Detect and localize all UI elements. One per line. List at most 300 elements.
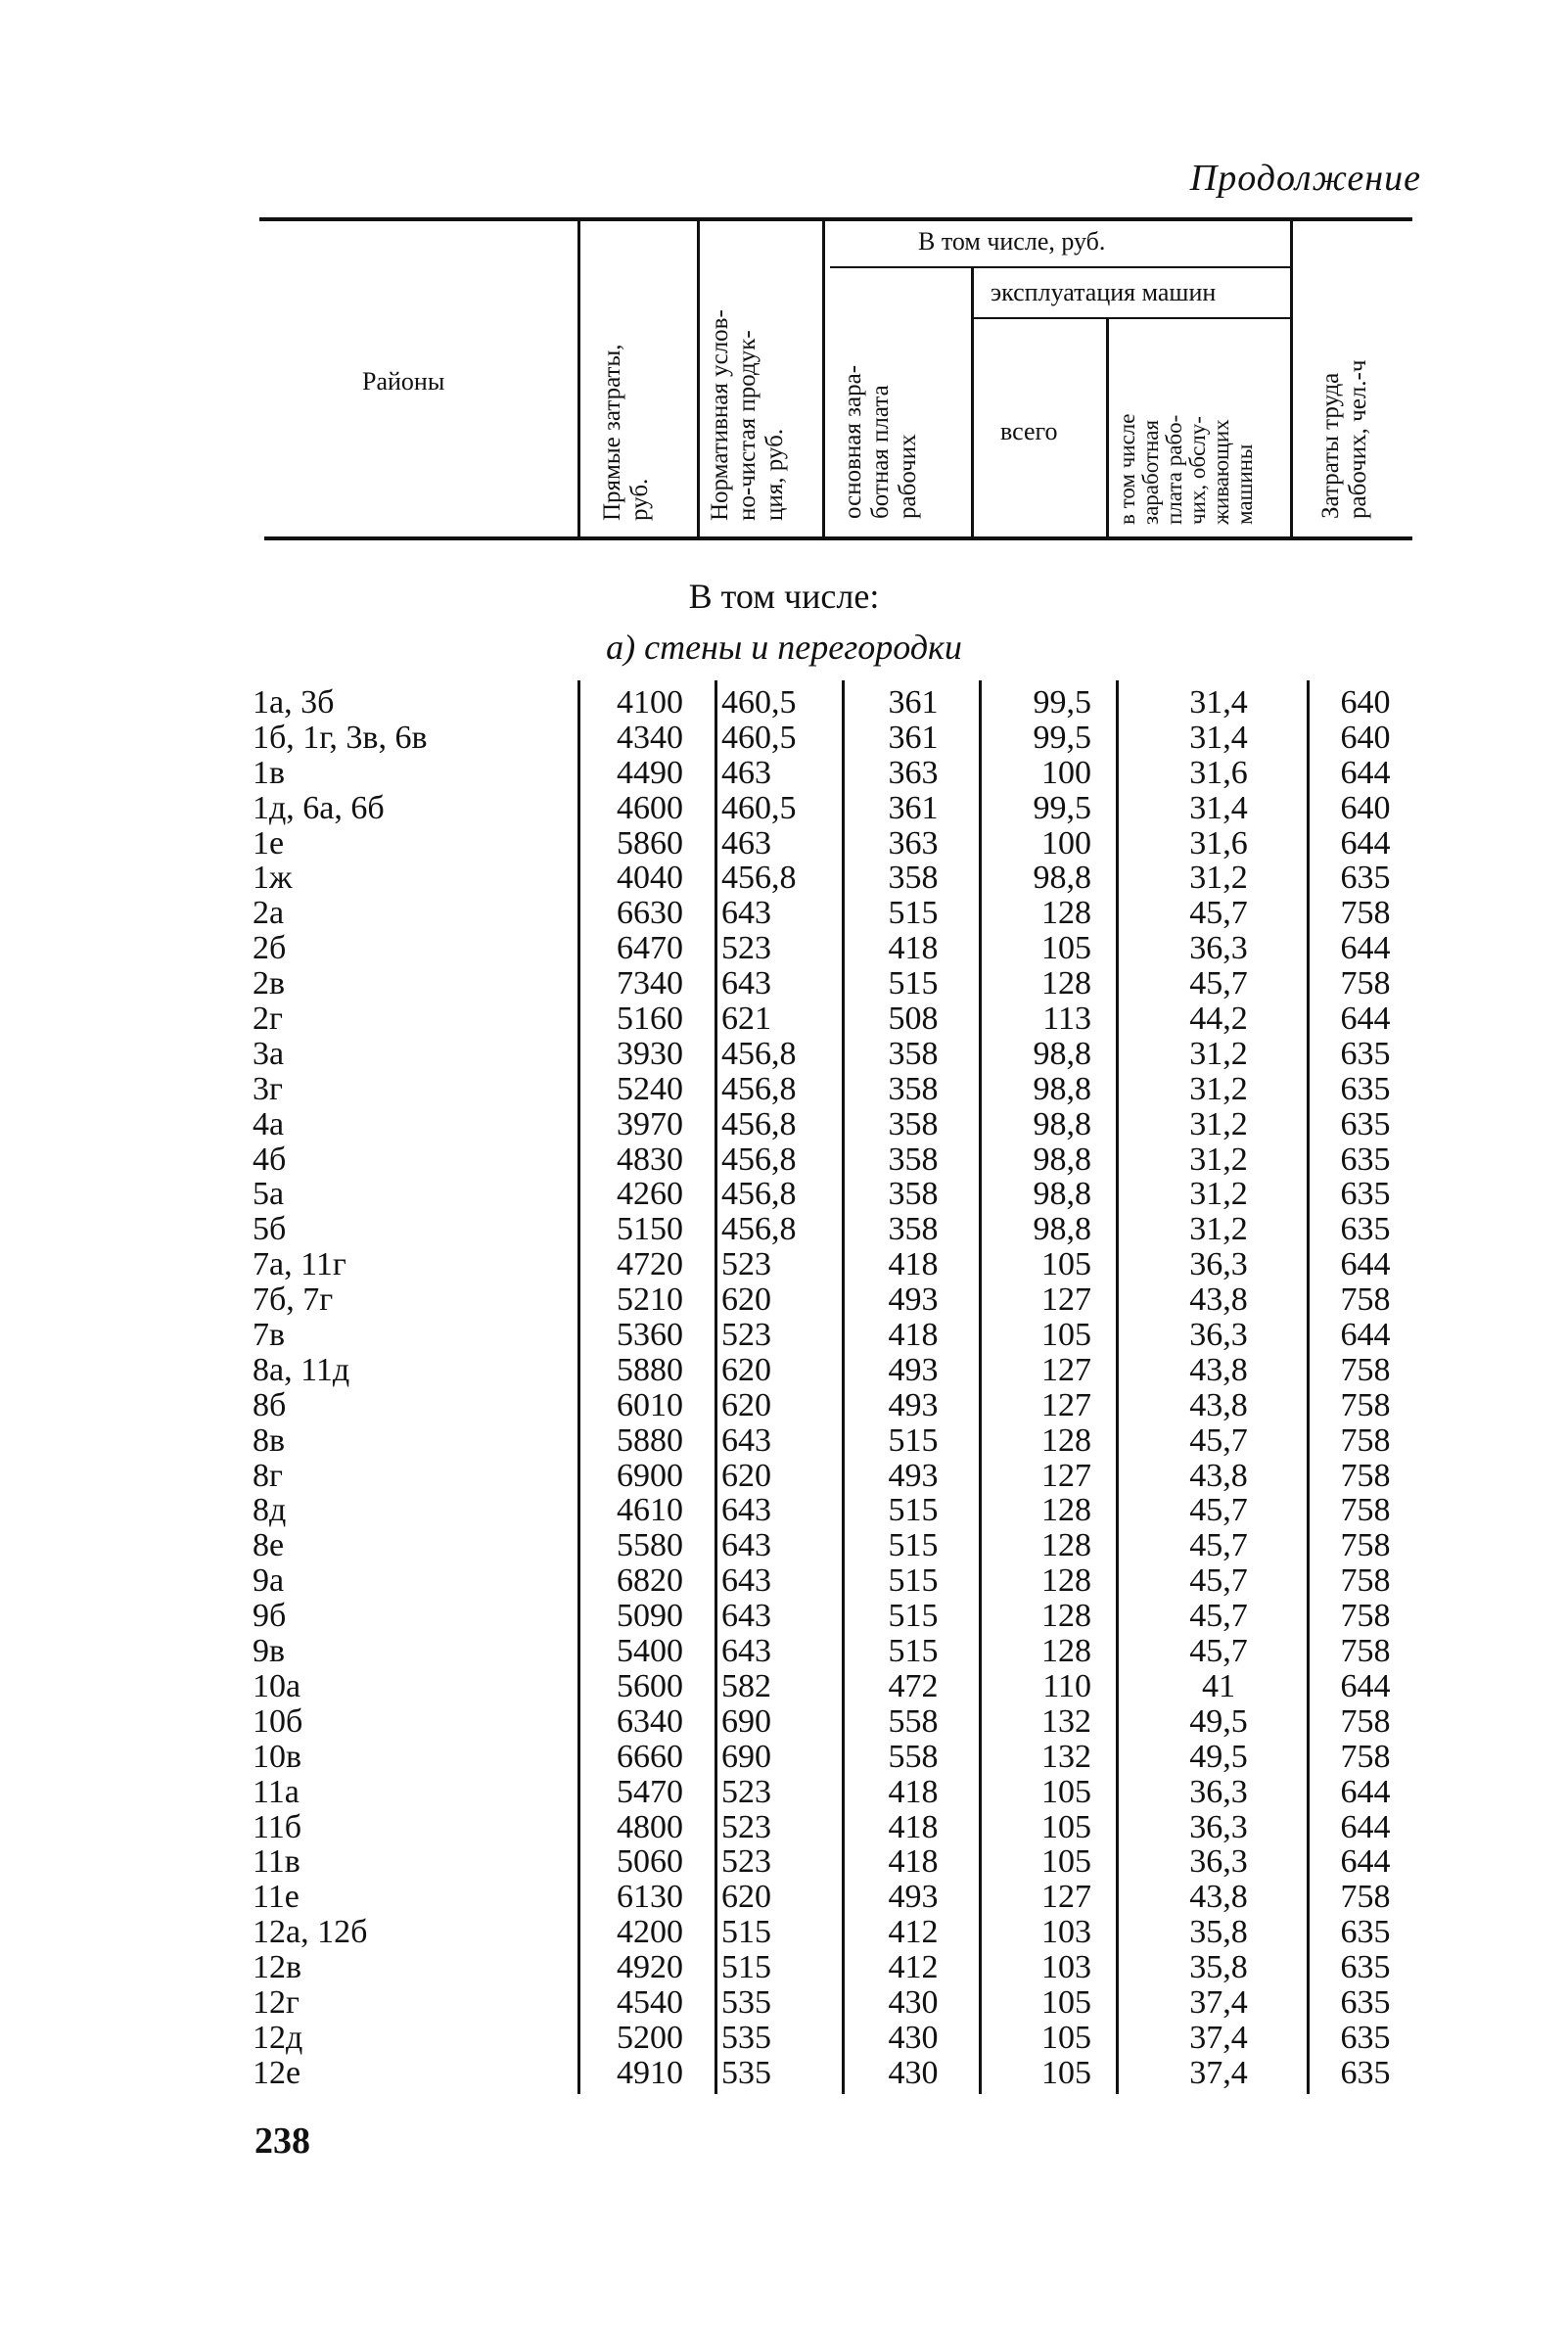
table-row <box>0 931 1568 966</box>
cell-basic-wage: 418 <box>888 1843 939 1881</box>
header-normative-product: Нормативная услов- но-чистая продук- ция, руб. <box>707 309 788 521</box>
cell-labor-costs: 758 <box>1340 1738 1391 1775</box>
cell-direct-costs: 6900 <box>617 1457 683 1494</box>
cell-machine-wage: 45,7 <box>1189 1492 1248 1529</box>
cell-district: 9б <box>253 1598 287 1635</box>
section-title: В том числе: <box>688 577 880 616</box>
table-row <box>0 1001 1568 1037</box>
cell-district: 3а <box>253 1035 285 1072</box>
cell-basic-wage: 515 <box>888 1492 939 1529</box>
cell-machine-wage: 36,3 <box>1189 1773 1248 1810</box>
cell-machine-total: 105 <box>1041 1808 1091 1845</box>
cell-labor-costs: 644 <box>1340 754 1391 791</box>
including-rule <box>830 266 1290 268</box>
cell-direct-costs: 5580 <box>617 1527 683 1564</box>
cell-machine-total: 98,8 <box>1033 1070 1091 1107</box>
cell-normative-product: 515 <box>721 1949 771 1986</box>
cell-machine-wage: 31,2 <box>1189 1035 1248 1072</box>
table-row <box>0 1704 1568 1740</box>
table-row <box>0 1528 1568 1563</box>
cell-labor-costs: 635 <box>1340 2054 1391 2091</box>
cell-basic-wage: 493 <box>888 1351 939 1388</box>
cell-machine-wage: 43,8 <box>1189 1351 1248 1388</box>
cell-district: 1ж <box>253 860 293 897</box>
cell-normative-product: 643 <box>721 1598 771 1635</box>
page-number: 238 <box>254 2120 310 2162</box>
cell-basic-wage: 430 <box>888 1983 939 2021</box>
cell-machine-wage: 45,7 <box>1189 1527 1248 1564</box>
cell-basic-wage: 418 <box>888 930 939 967</box>
cell-basic-wage: 515 <box>888 1633 939 1670</box>
cell-labor-costs: 635 <box>1340 1914 1391 1951</box>
cell-district: 2в <box>253 965 286 1002</box>
cell-machine-wage: 36,3 <box>1189 930 1248 967</box>
header-bottom-rule <box>264 536 1412 540</box>
cell-machine-total: 103 <box>1041 1949 1091 1986</box>
table-row <box>0 1037 1568 1072</box>
cell-normative-product: 620 <box>721 1351 771 1388</box>
cell-district: 1в <box>253 754 286 791</box>
cell-labor-costs: 644 <box>1340 930 1391 967</box>
cell-labor-costs: 635 <box>1340 1141 1391 1178</box>
cell-normative-product: 535 <box>721 2054 771 2091</box>
cell-direct-costs: 5090 <box>617 1598 683 1635</box>
cell-district: 5а <box>253 1176 285 1213</box>
cell-machine-wage: 31,4 <box>1189 684 1248 721</box>
cell-machine-wage: 35,8 <box>1189 1914 1248 1951</box>
cell-labor-costs: 758 <box>1340 1598 1391 1635</box>
cell-normative-product: 643 <box>721 965 771 1002</box>
cell-district: 7в <box>253 1317 286 1354</box>
cell-normative-product: 620 <box>721 1386 771 1423</box>
cell-machine-wage: 45,7 <box>1189 895 1248 932</box>
cell-district: 4б <box>253 1141 287 1178</box>
cell-district: 1е <box>253 824 285 862</box>
cell-direct-costs: 5360 <box>617 1317 683 1354</box>
cell-direct-costs: 5150 <box>617 1211 683 1248</box>
cell-direct-costs: 6470 <box>617 930 683 967</box>
cell-district: 4а <box>253 1105 285 1142</box>
cell-normative-product: 456,8 <box>721 1070 797 1107</box>
cell-direct-costs: 5160 <box>617 1001 683 1038</box>
cell-normative-product: 523 <box>721 1317 771 1354</box>
table-row <box>0 1142 1568 1178</box>
cell-machine-total: 128 <box>1041 1633 1091 1670</box>
table-row <box>0 1915 1568 1950</box>
cell-machine-wage: 36,3 <box>1189 1843 1248 1881</box>
header-divider-6 <box>1290 221 1293 536</box>
table-row <box>0 1388 1568 1423</box>
cell-labor-costs: 644 <box>1340 824 1391 862</box>
cell-normative-product: 620 <box>721 1879 771 1916</box>
cell-district: 12в <box>253 1949 302 1986</box>
cell-direct-costs: 6820 <box>617 1562 683 1600</box>
cell-normative-product: 582 <box>721 1667 771 1704</box>
cell-basic-wage: 358 <box>888 1105 939 1142</box>
cell-machine-wage: 31,4 <box>1189 719 1248 756</box>
cell-direct-costs: 5240 <box>617 1070 683 1107</box>
cell-district: 10в <box>253 1738 302 1775</box>
cell-labor-costs: 635 <box>1340 1176 1391 1213</box>
header-including-rub: В том числе, руб. <box>918 227 1106 256</box>
cell-machine-wage: 37,4 <box>1189 2019 1248 2056</box>
table-row <box>0 1844 1568 1880</box>
cell-machine-wage: 49,5 <box>1189 1702 1248 1740</box>
table-row <box>0 1353 1568 1388</box>
cell-basic-wage: 515 <box>888 1562 939 1600</box>
cell-district: 10б <box>253 1702 303 1740</box>
cell-district: 7б, 7г <box>253 1281 334 1319</box>
cell-basic-wage: 358 <box>888 1035 939 1072</box>
cell-machine-total: 128 <box>1041 965 1091 1002</box>
cell-machine-total: 105 <box>1041 2054 1091 2091</box>
cell-machine-wage: 31,6 <box>1189 754 1248 791</box>
table-row <box>0 966 1568 1001</box>
table-row <box>0 1740 1568 1775</box>
cell-basic-wage: 418 <box>888 1317 939 1354</box>
cell-labor-costs: 635 <box>1340 1983 1391 2021</box>
cell-normative-product: 643 <box>721 895 771 932</box>
cell-machine-wage: 37,4 <box>1189 1983 1248 2021</box>
table-row <box>0 1107 1568 1142</box>
cell-district: 9а <box>253 1562 285 1600</box>
cell-district: 12д <box>253 2019 303 2056</box>
cell-basic-wage: 515 <box>888 1527 939 1564</box>
cell-machine-wage: 45,7 <box>1189 1598 1248 1635</box>
header-basic-wage: основная зара- ботная плата рабочих <box>840 364 921 519</box>
cell-basic-wage: 358 <box>888 1176 939 1213</box>
table-row <box>0 1810 1568 1845</box>
table-row <box>0 1212 1568 1247</box>
cell-normative-product: 535 <box>721 2019 771 2056</box>
header-divider-5 <box>1106 319 1109 536</box>
cell-normative-product: 620 <box>721 1457 771 1494</box>
cell-district: 11е <box>253 1879 300 1916</box>
table-row <box>0 1177 1568 1212</box>
cell-labor-costs: 758 <box>1340 1421 1391 1459</box>
cell-machine-wage: 31,2 <box>1189 1105 1248 1142</box>
cell-labor-costs: 644 <box>1340 1317 1391 1354</box>
cell-labor-costs: 758 <box>1340 1702 1391 1740</box>
cell-labor-costs: 758 <box>1340 1351 1391 1388</box>
cell-district: 10а <box>253 1667 301 1704</box>
cell-labor-costs: 644 <box>1340 1808 1391 1845</box>
cell-labor-costs: 644 <box>1340 1773 1391 1810</box>
table-row <box>0 1282 1568 1318</box>
cell-normative-product: 643 <box>721 1633 771 1670</box>
table-row <box>0 1563 1568 1599</box>
cell-direct-costs: 5600 <box>617 1667 683 1704</box>
cell-machine-wage: 41 <box>1202 1667 1235 1704</box>
cell-normative-product: 460,5 <box>721 719 797 756</box>
cell-machine-total: 105 <box>1041 2019 1091 2056</box>
cell-machine-total: 100 <box>1041 824 1091 862</box>
cell-normative-product: 690 <box>721 1702 771 1740</box>
cell-normative-product: 643 <box>721 1527 771 1564</box>
cell-normative-product: 456,8 <box>721 860 797 897</box>
cell-machine-total: 127 <box>1041 1281 1091 1319</box>
cell-machine-total: 132 <box>1041 1738 1091 1775</box>
cell-basic-wage: 361 <box>888 789 939 826</box>
cell-basic-wage: 508 <box>888 1001 939 1038</box>
cell-machine-total: 128 <box>1041 1421 1091 1459</box>
cell-basic-wage: 358 <box>888 1141 939 1178</box>
cell-basic-wage: 493 <box>888 1879 939 1916</box>
cell-machine-wage: 45,7 <box>1189 1421 1248 1459</box>
cell-basic-wage: 558 <box>888 1702 939 1740</box>
table-row <box>0 1247 1568 1282</box>
cell-direct-costs: 5060 <box>617 1843 683 1881</box>
cell-machine-total: 128 <box>1041 1527 1091 1564</box>
cell-direct-costs: 4800 <box>617 1808 683 1845</box>
cell-normative-product: 523 <box>721 1808 771 1845</box>
cell-labor-costs: 635 <box>1340 1070 1391 1107</box>
cell-machine-total: 128 <box>1041 1492 1091 1529</box>
header-labor-costs: Затраты труда рабочих, чел.-ч <box>1317 359 1371 519</box>
cell-machine-wage: 44,2 <box>1189 1001 1248 1038</box>
table-row <box>0 1669 1568 1704</box>
cell-basic-wage: 363 <box>888 824 939 862</box>
cell-district: 12г <box>253 1983 300 2021</box>
cell-labor-costs: 640 <box>1340 719 1391 756</box>
cell-district: 8б <box>253 1386 287 1423</box>
table-row <box>0 1459 1568 1494</box>
cell-labor-costs: 644 <box>1340 1246 1391 1283</box>
cell-machine-total: 105 <box>1041 930 1091 967</box>
cell-district: 12а, 12б <box>253 1914 368 1951</box>
cell-machine-total: 132 <box>1041 1702 1091 1740</box>
cell-basic-wage: 358 <box>888 1211 939 1248</box>
section-subtitle: а) стены и перегородки <box>606 628 962 667</box>
cell-basic-wage: 358 <box>888 1070 939 1107</box>
cell-machine-total: 113 <box>1042 1001 1091 1038</box>
cell-district: 1а, 3б <box>253 684 335 721</box>
cell-basic-wage: 418 <box>888 1246 939 1283</box>
cell-machine-total: 98,8 <box>1033 1035 1091 1072</box>
cell-basic-wage: 515 <box>888 895 939 932</box>
cell-district: 8е <box>253 1527 285 1564</box>
cell-normative-product: 643 <box>721 1421 771 1459</box>
cell-direct-costs: 4340 <box>617 719 683 756</box>
cell-district: 1д, 6а, 6б <box>253 789 385 826</box>
cell-machine-total: 103 <box>1041 1914 1091 1951</box>
cell-normative-product: 620 <box>721 1281 771 1319</box>
header-districts: Районы <box>362 367 445 396</box>
table-row <box>0 1950 1568 1985</box>
cell-labor-costs: 635 <box>1340 1949 1391 1986</box>
cell-district: 7а, 11г <box>253 1246 346 1283</box>
cell-direct-costs: 5210 <box>617 1281 683 1319</box>
header-machine-operation: эксплуатация машин <box>991 278 1217 306</box>
cell-machine-wage: 31,4 <box>1189 789 1248 826</box>
cell-machine-total: 105 <box>1041 1317 1091 1354</box>
table-row <box>0 1985 1568 2021</box>
page-title: Продолжение <box>1189 158 1421 199</box>
cell-direct-costs: 3930 <box>617 1035 683 1072</box>
cell-machine-wage: 31,2 <box>1189 1176 1248 1213</box>
cell-labor-costs: 758 <box>1340 965 1391 1002</box>
cell-basic-wage: 515 <box>888 1421 939 1459</box>
table-row <box>0 685 1568 721</box>
cell-labor-costs: 758 <box>1340 1457 1391 1494</box>
cell-basic-wage: 558 <box>888 1738 939 1775</box>
cell-machine-wage: 36,3 <box>1189 1317 1248 1354</box>
machine-rule <box>971 317 1290 319</box>
cell-district: 11в <box>253 1843 300 1881</box>
cell-normative-product: 523 <box>721 1246 771 1283</box>
cell-labor-costs: 758 <box>1340 1633 1391 1670</box>
cell-labor-costs: 644 <box>1340 1667 1391 1704</box>
cell-normative-product: 456,8 <box>721 1176 797 1213</box>
table-row <box>0 2056 1568 2091</box>
cell-machine-total: 128 <box>1041 895 1091 932</box>
cell-machine-total: 100 <box>1041 754 1091 791</box>
cell-machine-total: 99,5 <box>1033 789 1091 826</box>
cell-direct-costs: 6660 <box>617 1738 683 1775</box>
cell-labor-costs: 640 <box>1340 789 1391 826</box>
cell-machine-total: 127 <box>1041 1351 1091 1388</box>
cell-basic-wage: 358 <box>888 860 939 897</box>
cell-district: 9в <box>253 1633 286 1670</box>
cell-normative-product: 456,8 <box>721 1141 797 1178</box>
cell-basic-wage: 361 <box>888 684 939 721</box>
table-row <box>0 1634 1568 1669</box>
cell-direct-costs: 4830 <box>617 1141 683 1178</box>
cell-machine-total: 98,8 <box>1033 1141 1091 1178</box>
cell-direct-costs: 6630 <box>617 895 683 932</box>
cell-machine-total: 105 <box>1041 1843 1091 1881</box>
cell-labor-costs: 635 <box>1340 860 1391 897</box>
cell-normative-product: 456,8 <box>721 1105 797 1142</box>
cell-direct-costs: 4260 <box>617 1176 683 1213</box>
cell-basic-wage: 493 <box>888 1281 939 1319</box>
cell-direct-costs: 3970 <box>617 1105 683 1142</box>
cell-machine-wage: 43,8 <box>1189 1457 1248 1494</box>
cell-direct-costs: 5860 <box>617 824 683 862</box>
cell-machine-wage: 36,3 <box>1189 1808 1248 1845</box>
cell-direct-costs: 4610 <box>617 1492 683 1529</box>
cell-basic-wage: 515 <box>888 1598 939 1635</box>
table-row <box>0 1880 1568 1915</box>
table-row <box>0 756 1568 791</box>
cell-basic-wage: 363 <box>888 754 939 791</box>
table-row <box>0 791 1568 826</box>
cell-basic-wage: 418 <box>888 1808 939 1845</box>
cell-direct-costs: 4720 <box>617 1246 683 1283</box>
cell-direct-costs: 4200 <box>617 1914 683 1951</box>
cell-normative-product: 690 <box>721 1738 771 1775</box>
table-row <box>0 1775 1568 1810</box>
cell-normative-product: 523 <box>721 1843 771 1881</box>
cell-labor-costs: 758 <box>1340 895 1391 932</box>
cell-district: 5б <box>253 1211 287 1248</box>
cell-machine-wage: 31,2 <box>1189 1211 1248 1248</box>
cell-labor-costs: 635 <box>1340 2019 1391 2056</box>
cell-machine-wage: 45,7 <box>1189 1562 1248 1600</box>
cell-direct-costs: 5880 <box>617 1421 683 1459</box>
cell-direct-costs: 7340 <box>617 965 683 1002</box>
cell-basic-wage: 412 <box>888 1949 939 1986</box>
cell-district: 1б, 1г, 3в, 6в <box>253 719 428 756</box>
cell-machine-wage: 31,2 <box>1189 1141 1248 1178</box>
cell-labor-costs: 758 <box>1340 1562 1391 1600</box>
cell-district: 8д <box>253 1492 287 1529</box>
cell-direct-costs: 4540 <box>617 1983 683 2021</box>
cell-machine-total: 98,8 <box>1033 860 1091 897</box>
cell-machine-wage: 43,8 <box>1189 1281 1248 1319</box>
cell-machine-total: 98,8 <box>1033 1211 1091 1248</box>
cell-machine-total: 128 <box>1041 1562 1091 1600</box>
cell-machine-total: 99,5 <box>1033 719 1091 756</box>
header-direct-costs: Прямые затраты, руб. <box>599 344 653 521</box>
table-row <box>0 1072 1568 1107</box>
cell-district: 2б <box>253 930 287 967</box>
header-total: всего <box>1000 417 1058 445</box>
cell-normative-product: 535 <box>721 1983 771 2021</box>
cell-machine-wage: 37,4 <box>1189 2054 1248 2091</box>
cell-machine-total: 105 <box>1041 1773 1091 1810</box>
cell-direct-costs: 6340 <box>617 1702 683 1740</box>
cell-normative-product: 643 <box>721 1562 771 1600</box>
cell-machine-total: 127 <box>1041 1386 1091 1423</box>
cell-direct-costs: 4910 <box>617 2054 683 2091</box>
cell-district: 2а <box>253 895 285 932</box>
cell-basic-wage: 430 <box>888 2019 939 2056</box>
cell-labor-costs: 644 <box>1340 1843 1391 1881</box>
table-top-rule <box>259 217 1412 221</box>
cell-district: 8г <box>253 1457 283 1494</box>
cell-labor-costs: 640 <box>1340 684 1391 721</box>
header-divider-1 <box>577 221 580 536</box>
cell-normative-product: 463 <box>721 754 771 791</box>
table-row <box>0 1423 1568 1459</box>
header-divider-3 <box>822 221 825 536</box>
cell-normative-product: 460,5 <box>721 789 797 826</box>
cell-direct-costs: 6010 <box>617 1386 683 1423</box>
cell-machine-wage: 49,5 <box>1189 1738 1248 1775</box>
cell-basic-wage: 412 <box>888 1914 939 1951</box>
table-row <box>0 1599 1568 1634</box>
cell-machine-total: 99,5 <box>1033 684 1091 721</box>
cell-labor-costs: 758 <box>1340 1527 1391 1564</box>
cell-district: 11б <box>253 1808 302 1845</box>
cell-district: 8в <box>253 1421 286 1459</box>
cell-normative-product: 460,5 <box>721 684 797 721</box>
cell-normative-product: 523 <box>721 930 771 967</box>
cell-direct-costs: 4920 <box>617 1949 683 1986</box>
cell-normative-product: 456,8 <box>721 1035 797 1072</box>
cell-district: 3г <box>253 1070 283 1107</box>
cell-machine-wage: 31,6 <box>1189 824 1248 862</box>
cell-labor-costs: 758 <box>1340 1879 1391 1916</box>
cell-machine-wage: 45,7 <box>1189 1633 1248 1670</box>
header-including-wage: в том числе заработная плата рабо- чих, обслу- живающих машины <box>1115 413 1257 525</box>
cell-machine-total: 127 <box>1041 1457 1091 1494</box>
table-row <box>0 861 1568 896</box>
cell-district: 8а, 11д <box>253 1351 350 1388</box>
cell-direct-costs: 5880 <box>617 1351 683 1388</box>
cell-basic-wage: 361 <box>888 719 939 756</box>
cell-district: 12е <box>253 2054 301 2091</box>
cell-labor-costs: 644 <box>1340 1001 1391 1038</box>
cell-normative-product: 523 <box>721 1773 771 1810</box>
cell-machine-wage: 43,8 <box>1189 1879 1248 1916</box>
cell-labor-costs: 635 <box>1340 1211 1391 1248</box>
cell-machine-total: 105 <box>1041 1246 1091 1283</box>
cell-direct-costs: 5200 <box>617 2019 683 2056</box>
table-row <box>0 826 1568 862</box>
cell-machine-wage: 45,7 <box>1189 965 1248 1002</box>
